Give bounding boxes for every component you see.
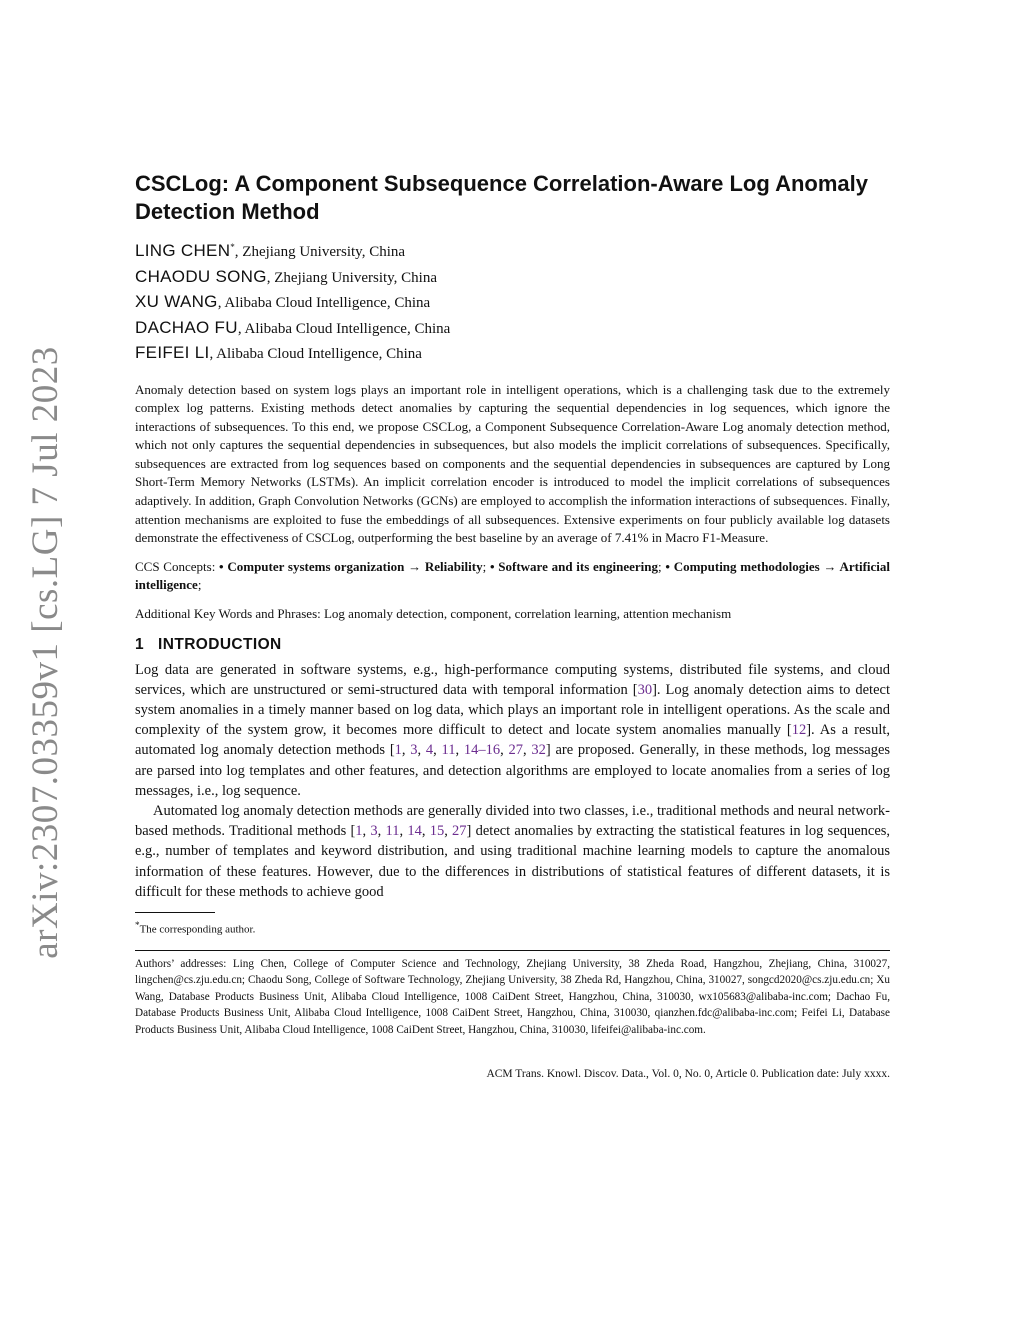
citation-link[interactable]: 32: [531, 742, 546, 759]
author-line: [135, 265, 890, 291]
paragraph-text: ] detect anomalies by extracting the statistical features in log sequences, e.g., number of templates and keyword distribution, and using traditional machine learning models to capture the anomalous information of these features. However, due to the differences in distributions of statistical features of different datasets, it is difficult for these methods to achieve good: [135, 823, 891, 900]
author-affiliation: , Alibaba Cloud Intelligence, China: [209, 346, 422, 362]
ccs-separator: ;: [482, 558, 490, 574]
ccs-concept: Computer systems organization: [227, 558, 405, 574]
paragraph-text: Log data are generated in software systems, e.g., high-performance computing systems, distributed file systems, and cloud services, which are unstructured or semi-structured data with temporal information [: [135, 661, 890, 698]
citation-link[interactable]: 3: [370, 823, 378, 840]
citation-link[interactable]: 12: [791, 722, 807, 739]
citation-link[interactable]: 11: [441, 742, 456, 759]
intro-paragraph-2: Automated log anomaly detection methods are generally divided into two classes, i.e., traditional methods and neural network-based methods. Traditional methods [1, 3, 11, 14, 15, 27] detect anomalies by extracting the statistical features in log sequences, e.g., number of templates and keyword distribution, and using traditional machine learning models to capture the anomalous information of these features. However, due to the differences in distributions of statistical features of different datasets, it is difficult for these methods to achieve good: [135, 803, 891, 900]
running-footer: ACM Trans. Knowl. Discov. Data., Vol. 0, No. 0, Article 0. Publication date: July xxxx.: [486, 1068, 890, 1081]
author-line: [135, 316, 890, 342]
footnote-rule: [135, 912, 215, 913]
addresses-rule: [135, 950, 890, 951]
keywords: Additional Key Words and Phrases: Log anomaly detection, component, correlation learning, attention mechanism: [135, 606, 732, 622]
section-title: INTRODUCTION: [158, 635, 282, 653]
author-affiliation: , Zhejiang University, China: [234, 244, 406, 260]
footnote-text: The corresponding author.: [139, 923, 256, 936]
ccs-arrow: →: [823, 558, 837, 574]
footnote: [135, 918, 890, 938]
ccs-bullet: •: [489, 558, 495, 574]
citation-link[interactable]: 27: [452, 823, 467, 840]
author-affiliation: , Alibaba Cloud Intelligence, China: [237, 320, 451, 337]
arxiv-identifier-text: arXiv:2307.03359v1 [cs.LG] 7 Jul 2023: [24, 345, 66, 959]
ccs-concept: Artificial intelligence: [135, 558, 891, 593]
arxiv-identifier: [10, 345, 80, 959]
citation-link[interactable]: 30: [637, 681, 653, 698]
paragraph-text: ] are proposed. Generally, in these methods, log messages are parsed into log templates and other features, and detection algorithms are employed to locate anomalies from a series of log messages, i.e., log sequence.: [135, 742, 891, 799]
paper-page: [135, 170, 890, 1080]
author-list: [135, 236, 890, 367]
author-name: LING CHEN: [135, 241, 231, 260]
footnote-mark: *: [135, 920, 140, 931]
citation-link[interactable]: 11: [385, 823, 400, 840]
ccs-separator: ;: [658, 558, 666, 574]
citation-link[interactable]: 4: [425, 742, 434, 759]
author-name: CHAODU SONG: [135, 266, 267, 286]
citation-link[interactable]: 15: [429, 823, 445, 840]
author-affiliation: , Zhejiang University, China: [266, 269, 438, 286]
ccs-concepts: [135, 558, 890, 595]
citation-link[interactable]: 1: [355, 823, 363, 840]
ccs-label: CCS Concepts:: [135, 558, 220, 574]
citation-link[interactable]: 14–16: [463, 742, 501, 759]
corresponding-author-mark: *: [230, 242, 235, 252]
ccs-bullet: •: [219, 558, 224, 574]
author-addresses: Authors’ addresses: Ling Chen, College of Computer Science and Technology, Zhejiang University, 38 Zheda Road, Hangzhou, Zhejiang, China, 310027, lingchen@cs.zju.edu.cn; Chaodu Song, College of Software Technology, Zhejiang University, 38 Zheda Rd, Hangzhou, China, 310027, songcd2020@cs.zju.edu.cn; Xu Wang, Database Products Business Unit, Alibaba Cloud Intelligence, 1008 CaiDent Street, Hangzhou, China, 310030, wx105683@alibaba-inc.com; Dachao Fu, Database Products Business Unit, Alibaba Cloud Intelligence, 1008 CaiDent Street, Hangzhou, China, 310030, qianzhen.fdc@alibaba-inc.com; Feifei Li, Database Products Business Unit, Alibaba Cloud Intelligence, 1008 CaiDent Street, Hangzhou, China, 310030, lifeifei@alibaba-inc.com.: [135, 957, 890, 1036]
section-heading: [135, 636, 890, 654]
paragraph-text: ]. Log anomaly detection aims to detect system anomalies in a timely manner based on log data, which plays an important role in intelligent operations. As the scale and complexity of the system grow, it becomes more difficult to detect and locate system anomalies manually [: [135, 681, 890, 739]
citation-link[interactable]: 3: [410, 742, 418, 759]
author-line: [135, 341, 890, 367]
section-number: 1: [135, 635, 145, 653]
paper-title: CSCLog: A Component Subsequence Correlation-Aware Log Anomaly Detection Method: [135, 171, 868, 224]
ccs-concept: Software and its engineering: [498, 558, 659, 574]
ccs-arrow: →: [408, 558, 422, 574]
paragraph-text: ]. As a result, automated log anomaly detection methods [: [135, 722, 891, 759]
ccs-concept: Computing methodologies: [673, 558, 820, 574]
author-name: FEIFEI LI: [135, 343, 210, 362]
author-affiliation: , Alibaba Cloud Intelligence, China: [217, 295, 431, 311]
ccs-bullet: •: [665, 558, 670, 574]
author-line: [135, 290, 890, 316]
author-name: DACHAO FU: [135, 317, 238, 337]
citation-link[interactable]: 1: [394, 742, 402, 759]
author-line: [135, 236, 890, 265]
ccs-concept: Reliability: [424, 558, 483, 574]
citation-link[interactable]: 14: [407, 823, 422, 840]
paragraph-text: Automated log anomaly detection methods are generally divided into two classes, i.e., traditional methods and neural network-based methods. Traditional methods [: [135, 803, 890, 840]
ccs-end: ;: [197, 577, 202, 593]
abstract: Anomaly detection based on system logs plays an important role in intelligent operations, which is a challenging task due to the extremely complex log patterns. Existing methods detect anomalies by capturing the sequential dependencies in log sequences, which ignore the interactions of subsequences. To this end, we propose CSCLog, a Component Subsequence Correlation-Aware Log anomaly detection method, which not only captures the sequential dependencies in subsequences, but also models the implicit correlations of subsequences. Specifically, subsequences are extracted from log sequences based on components and the sequential dependencies in subsequences are captured by Long Short-Term Memory Networks (LSTMs). An implicit correlation encoder is introduced to model the implicit correlations of subsequences adaptively. In addition, Graph Convolution Networks (GCNs) are employed to accomplish the information interactions of subsequences. Finally, attention mechanisms are exploited to fuse the embeddings of all subsequences. Extensive experiments on four publicly available log datasets demonstrate the effectiveness of CSCLog, outperforming the best baseline by an average of 7.41% in Macro F1-Measure.: [135, 381, 890, 546]
citation-link[interactable]: 27: [508, 742, 523, 759]
intro-paragraph-1: Log data are generated in software systems, e.g., high-performance computing systems, distributed file systems, and cloud services, which are unstructured or semi-structured data with temporal information [30]. Log anomaly detection aims to detect system anomalies in a timely manner based on log data, which plays an important role in intelligent operations. As the scale and complexity of the system grow, it becomes more difficult to detect and locate system anomalies manually [12]. As a result, automated log anomaly detection methods [1, 3, 4, 11, 14–16, 27, 32] are proposed. Generally, in these methods, log messages are parsed into log templates and other features, and detection algorithms are employed to locate anomalies from a series of log messages, i.e., log sequence.: [135, 661, 891, 799]
author-name: XU WANG: [135, 292, 218, 311]
